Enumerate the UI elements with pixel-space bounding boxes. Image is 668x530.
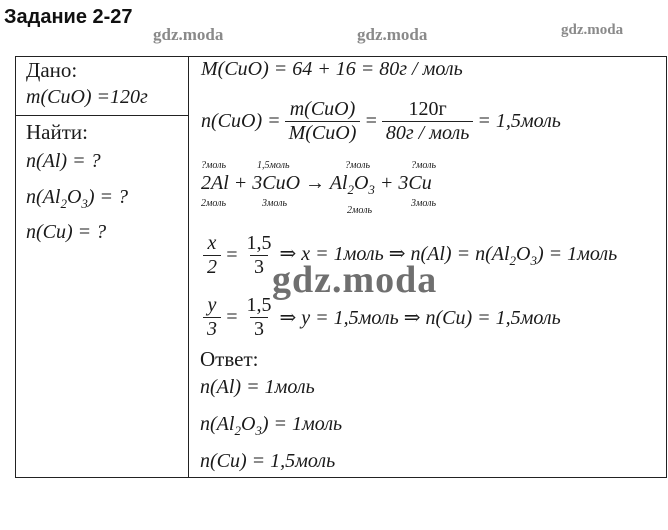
amount-lhs: n(CuO) = xyxy=(201,109,281,132)
reaction-below-al: 2моль xyxy=(201,198,227,209)
fraction-mass-over-molar-mass: $\frac{\text{m(CuO)}}{\text{M(CuO)}}$ xyxy=(285,98,361,145)
reaction-below-al2o3: 2моль xyxy=(347,205,373,216)
reaction-equation: $2Al + 3CuO \to Al_2O_3 + 3Cu$ xyxy=(201,172,432,197)
find-heading: Найти: xyxy=(26,120,88,144)
watermark: gdz.moda xyxy=(357,25,428,44)
proportion-y: $\frac{y}{3}$ = $\frac{1,5}{3}$ ⇒ y = 1,5моль ⇒ n(Cu) = 1,5моль xyxy=(199,290,561,344)
reaction-above-cu: ?моль xyxy=(411,160,437,171)
reaction-below-cu: 3моль xyxy=(411,198,437,209)
find-n-cu: n(Cu) = ? xyxy=(26,221,107,243)
fraction-values: $\frac{120г}{\text{80г / моль}}$ xyxy=(382,98,473,145)
reaction-above-cuo: 1,5моль xyxy=(257,160,290,171)
find-n-al: n(Al) = ? xyxy=(26,150,101,172)
amount-calculation: n(CuO) = $\frac{\text{m(CuO)}}{\text{M(CuO)}}$ = $\frac{120г}{\text{80г / моль}}$ = 1,5моль xyxy=(201,97,561,144)
proportion-x: $\frac{x}{2}$ = $\frac{1,5}{3}$ ⇒ x = 1моль ⇒ $n(Al) = n(Al_2O_3)$ = 1моль xyxy=(199,228,617,282)
column-divider xyxy=(188,56,189,477)
task-title: Задание 2-27 xyxy=(4,6,133,28)
watermark: gdz.moda xyxy=(561,22,624,38)
watermark: gdz.moda xyxy=(153,25,224,44)
answer-n-cu: n(Cu) = 1,5моль xyxy=(200,450,336,472)
reaction-above-al: ?моль xyxy=(201,160,227,171)
reaction-below-cuo: 3моль xyxy=(262,198,288,209)
find-n-al2o3: $n(Al_2O_3)$ = ? xyxy=(26,186,129,211)
given-heading: Дано: xyxy=(26,58,78,82)
watermark-large: gdz.moda xyxy=(272,259,438,301)
given-mass-cuo: m(CuO) =120г xyxy=(26,86,148,108)
reaction-above-al2o3: ?моль xyxy=(345,160,371,171)
answer-n-al: n(Al) = 1моль xyxy=(200,376,315,398)
amount-result: = 1,5моль xyxy=(477,109,561,132)
answer-n-al2o3: $n(Al_2O_3)$ = 1моль xyxy=(200,413,343,438)
row-divider xyxy=(15,115,189,116)
answer-heading: Ответ: xyxy=(200,347,259,371)
molar-mass-line: M(CuO) = 64 + 16 = 80г / моль xyxy=(201,58,463,80)
